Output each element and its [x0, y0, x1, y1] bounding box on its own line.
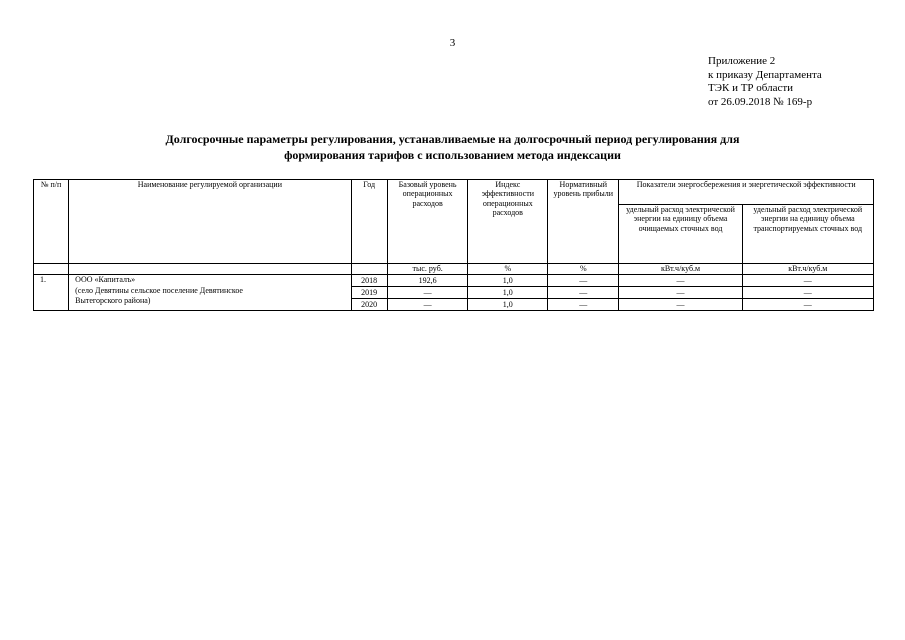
appendix-line: Приложение 2	[708, 55, 776, 67]
units-cell-empty	[34, 264, 69, 275]
energy-transported-cell: —	[742, 275, 873, 287]
header-org: Наименование регулируемой организации	[69, 180, 351, 264]
appendix-line: от 26.09.2018 № 169-р	[708, 95, 813, 108]
energy-treated-cell: —	[619, 287, 742, 299]
header-energy-group: Показатели энергосбережения и энергетической эффективности	[619, 180, 874, 205]
energy-transported-cell: —	[742, 287, 873, 299]
header-efficiency-index: Индекс эффективности операционных расходов	[468, 180, 548, 264]
row-num: 1.	[34, 275, 69, 311]
table-row	[34, 275, 874, 287]
organization-detail: (село Девятины сельское поселение Девятинское	[75, 285, 243, 295]
header-year: Год	[351, 180, 387, 264]
appendix-reference	[708, 55, 822, 109]
unit-base: тыс. руб.	[387, 264, 468, 275]
header-energy-transported: удельный расход электрической энергии на единицу объема транспортируемых сточных вод	[742, 205, 873, 264]
header-num: № п/п	[34, 180, 69, 264]
unit-energy-transported: кВт.ч/куб.м	[742, 264, 873, 275]
base-level-cell: 192,6	[387, 275, 468, 287]
unit-index: %	[468, 264, 548, 275]
page-number: 3	[449, 37, 456, 49]
appendix-line: ТЭК и ТР области	[708, 82, 794, 94]
header-row	[34, 180, 874, 205]
energy-treated-cell: —	[619, 299, 742, 311]
energy-treated-cell: —	[619, 275, 742, 287]
profit-level-cell: —	[548, 287, 619, 299]
year-cell: 2019	[351, 287, 387, 299]
energy-transported-cell: —	[742, 299, 873, 311]
base-level-cell: —	[387, 299, 468, 311]
year-cell: 2018	[351, 275, 387, 287]
document-title	[0, 131, 905, 163]
appendix-line: к приказу Департамента	[708, 68, 822, 81]
profit-level-cell: —	[548, 275, 619, 287]
base-level-cell: —	[387, 287, 468, 299]
unit-profit: %	[548, 264, 619, 275]
organization-cell	[69, 275, 351, 311]
profit-level-cell: —	[548, 299, 619, 311]
units-cell-empty	[351, 264, 387, 275]
unit-energy-treated: кВт.ч/куб.м	[619, 264, 742, 275]
year-cell: 2020	[351, 299, 387, 311]
title-line: формирования тарифов с использованием метода индексации	[284, 148, 621, 162]
units-cell-empty	[69, 264, 351, 275]
regulation-parameters-table	[33, 179, 874, 311]
header-energy-treated: удельный расход электрической энергии на единицу объема очищаемых сточных вод	[619, 205, 742, 264]
units-row	[34, 264, 874, 275]
header-profit-level: Нормативный уровень прибыли	[548, 180, 619, 264]
header-base-level: Базовый уровень операционных расходов	[387, 180, 468, 264]
organization-detail: Вытегорского района)	[75, 296, 151, 305]
efficiency-index-cell: 1,0	[468, 275, 548, 287]
efficiency-index-cell: 1,0	[468, 299, 548, 311]
efficiency-index-cell: 1,0	[468, 287, 548, 299]
title-line: Долгосрочные параметры регулирования, устанавливаемые на долгосрочный период регулирования для	[165, 132, 740, 146]
organization-name: ООО «Капиталъ»	[75, 275, 136, 284]
